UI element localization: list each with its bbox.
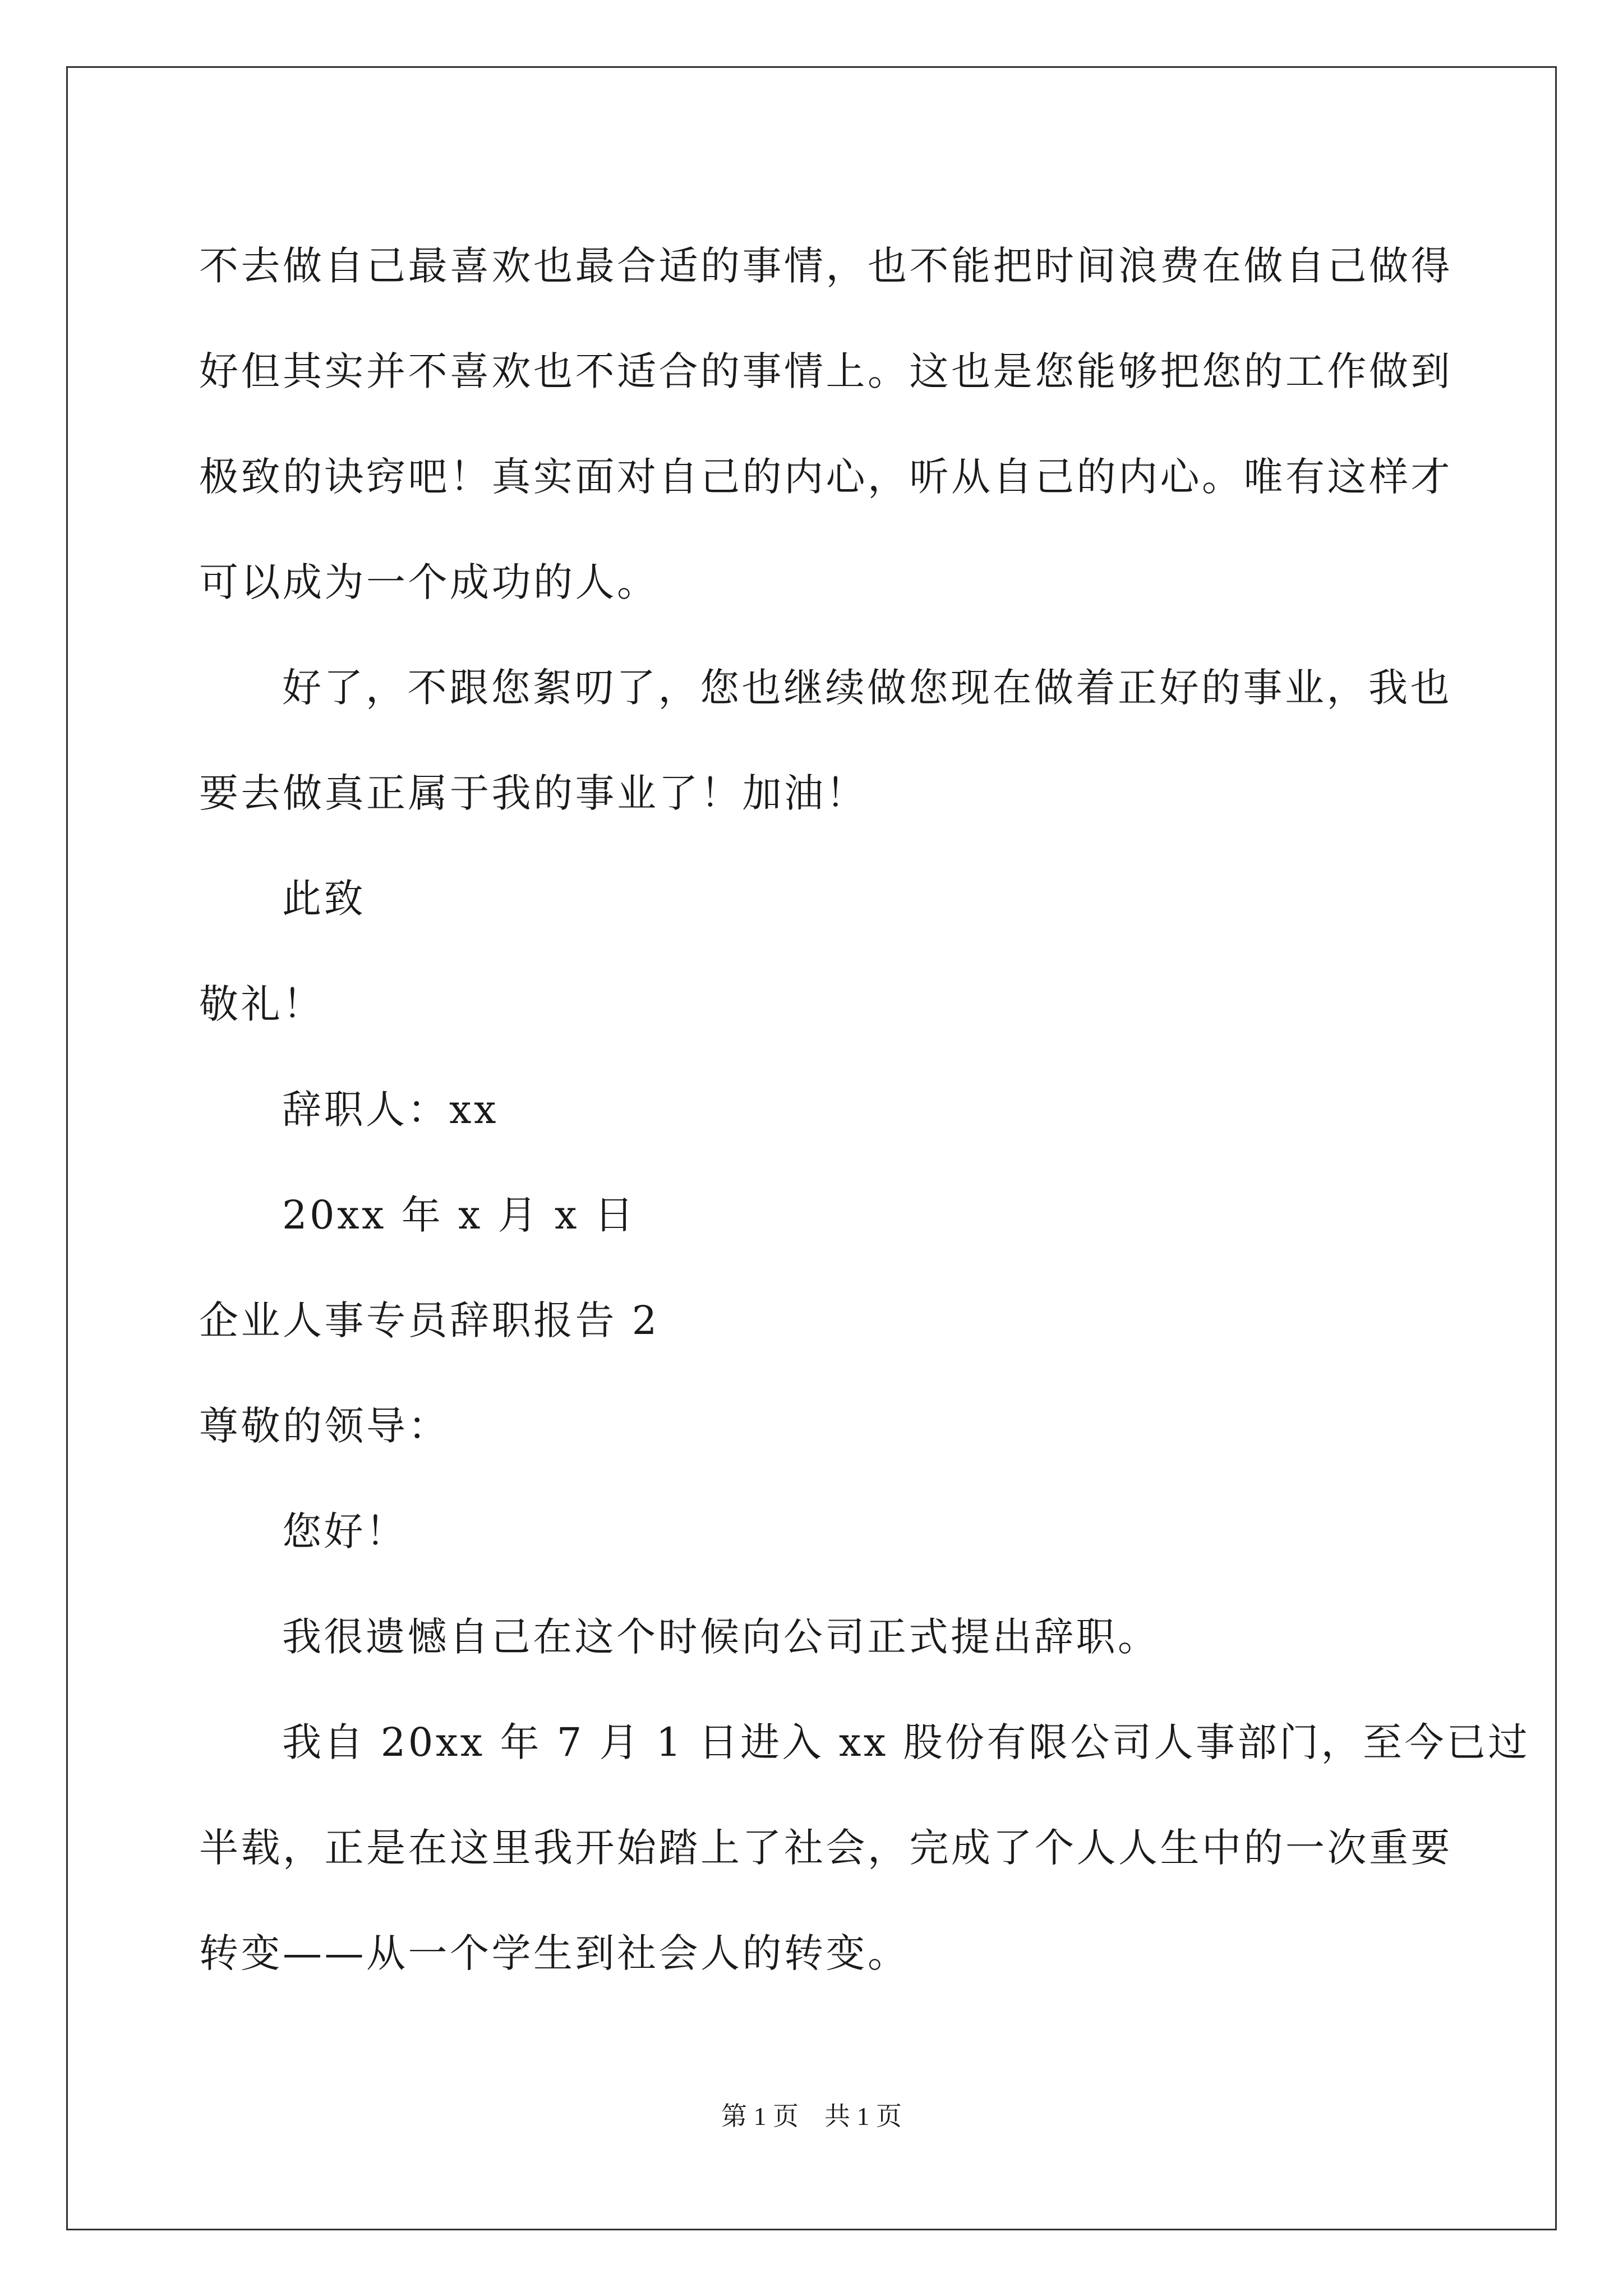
page-footer: 第 1 页 共 1 页 (721, 2102, 902, 2131)
paragraph-line: 不去做自己最喜欢也最合适的事情，也不能把时间浪费在做自己做得 (199, 243, 1453, 289)
closing-regards: 敬礼！ (199, 981, 325, 1027)
signature-date: 20xx 年 x 月 x 日 (282, 1192, 637, 1238)
closing-salutation: 此致 (282, 876, 366, 922)
paragraph-line: 半载，正是在这里我开始踏上了社会，完成了个人人生中的一次重要 (199, 1825, 1453, 1871)
section-title: 企业人事专员辞职报告 2 (199, 1297, 660, 1343)
paragraph-line: 极致的诀窍吧！真实面对自己的内心，听从自己的内心。唯有这样才 (199, 454, 1453, 500)
paragraph-line: 转变——从一个学生到社会人的转变。 (199, 1930, 910, 1976)
greeting-recipient: 尊敬的领导： (199, 1403, 450, 1449)
paragraph-line: 可以成为一个成功的人。 (199, 559, 659, 605)
greeting: 您好！ (282, 1508, 408, 1554)
paragraph-line: 好了，不跟您絮叨了，您也继续做您现在做着正好的事业，我也 (282, 665, 1452, 711)
paragraph-line: 我很遗憾自己在这个时候向公司正式提出辞职。 (282, 1614, 1160, 1660)
document-body (199, 213, 1530, 2006)
paragraph-line: 要去做真正属于我的事业了！加油！ (199, 770, 868, 816)
signature-name: 辞职人：xx (282, 1087, 499, 1133)
paragraph-line: 好但其实并不喜欢也不适合的事情上。这也是您能够把您的工作做到 (199, 348, 1453, 394)
paragraph-line: 我自 20xx 年 7 月 1 日进入 xx 股份有限公司人事部门，至今已过 (282, 1719, 1530, 1765)
